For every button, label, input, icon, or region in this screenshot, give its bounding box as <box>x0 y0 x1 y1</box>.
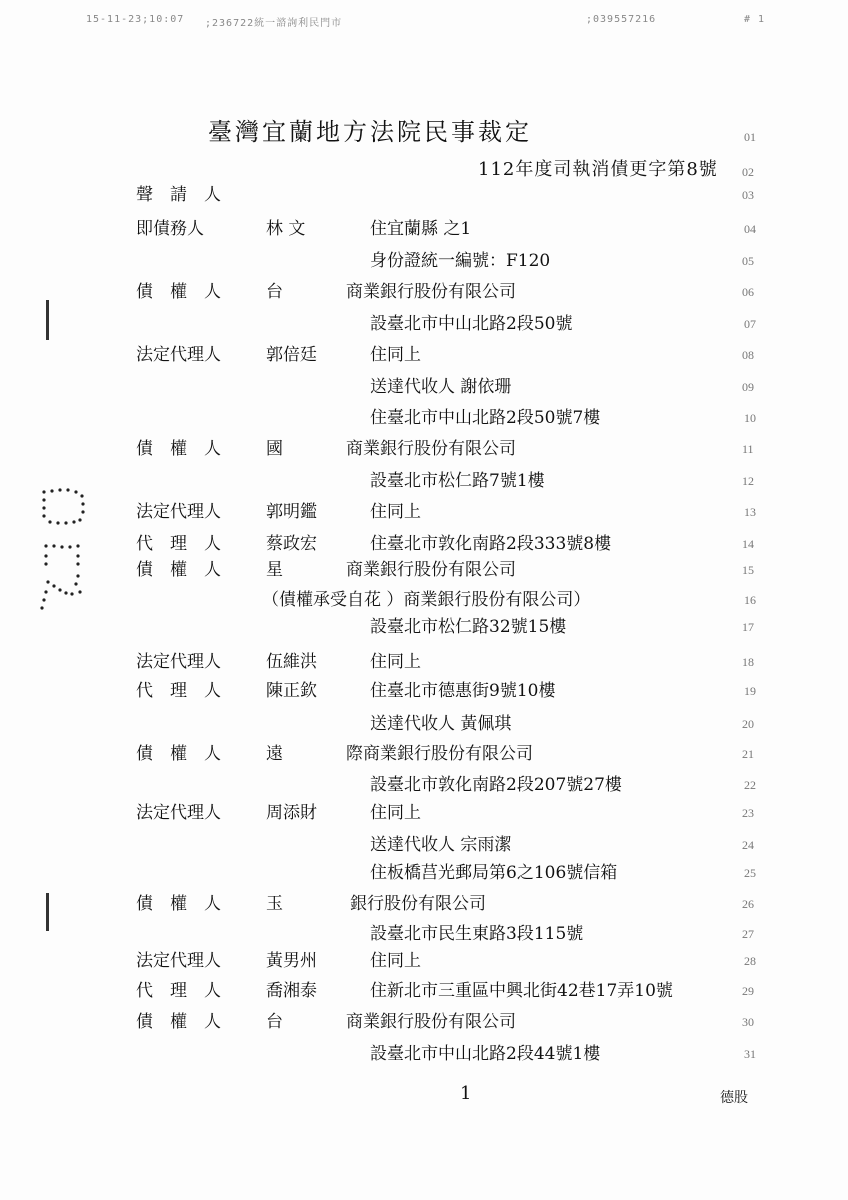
party-name: 蔡政宏 <box>266 534 317 554</box>
party-detail: 住臺北市中山北路2段50號7樓 <box>370 408 601 428</box>
party-detail: 商業銀行股份有限公司 <box>346 439 516 459</box>
party-role: 聲請人 <box>136 185 238 205</box>
line-number: 14 <box>742 537 754 551</box>
party-role: 代理人 <box>136 981 238 1001</box>
party-detail: 設臺北市中山北路2段44號1樓 <box>370 1044 601 1064</box>
line-number: 10 <box>744 411 756 425</box>
line-number: 06 <box>742 285 754 299</box>
party-detail: 住同上 <box>370 803 421 823</box>
party-detail: 身份證統一編號：F120 <box>370 251 551 271</box>
page-number: 1 <box>460 1083 472 1104</box>
party-detail: 商業銀行股份有限公司 <box>346 560 516 580</box>
line-number: 09 <box>742 380 754 394</box>
party-role: 債權人 <box>136 282 238 302</box>
party-detail: 住板橋莒光郵局第6之106號信箱 <box>370 863 618 883</box>
party-detail: 送達代收人 謝依珊 <box>370 377 512 397</box>
party-detail: 設臺北市松仁路32號15樓 <box>370 617 567 637</box>
fax-number: ;039557216 <box>586 14 657 25</box>
party-detail: 送達代收人 宗雨潔 <box>370 835 512 855</box>
line-number: 05 <box>742 254 754 268</box>
scan-mark <box>46 893 49 931</box>
line-number: 08 <box>742 348 754 362</box>
line-number: 28 <box>744 954 756 968</box>
party-detail: 設臺北市中山北路2段50號 <box>370 314 573 334</box>
party-detail: 設臺北市松仁路7號1樓 <box>370 471 545 491</box>
line-number: 24 <box>742 838 754 852</box>
party-detail: 設臺北市民生東路3段115號 <box>370 924 584 944</box>
line-number: 21 <box>742 747 754 761</box>
line-number: 02 <box>742 165 754 179</box>
line-number: 29 <box>742 984 754 998</box>
party-detail: 住新北市三重區中興北街42巷17弄10號 <box>370 981 673 1001</box>
line-number: 01 <box>744 130 756 144</box>
party-role: 法定代理人 <box>136 345 221 365</box>
party-name: 郭明鑑 <box>266 502 317 522</box>
fax-sender: ;236722統一諮詢利民門市 <box>205 18 343 29</box>
case-number: 112年度司執消債更字第8號 <box>478 159 718 180</box>
party-detail: 住同上 <box>370 951 421 971</box>
line-number: 07 <box>744 317 756 331</box>
party-role: 法定代理人 <box>136 951 221 971</box>
party-detail: 設臺北市敦化南路2段207號27樓 <box>370 775 622 795</box>
court-division: 德股 <box>720 1090 748 1106</box>
party-detail: 際商業銀行股份有限公司 <box>346 744 533 764</box>
line-number: 23 <box>742 806 754 820</box>
party-name: 台 <box>266 1012 283 1032</box>
line-number: 25 <box>744 866 756 880</box>
line-number: 27 <box>742 927 754 941</box>
party-detail: 住同上 <box>370 502 421 522</box>
party-role: 代理人 <box>136 681 238 701</box>
line-number: 16 <box>744 593 756 607</box>
fax-page: # 1 <box>744 14 766 25</box>
line-number: 26 <box>742 897 754 911</box>
party-detail: 住臺北市德惠街9號10樓 <box>370 681 556 701</box>
perforation-stamp <box>36 486 96 616</box>
party-role: 法定代理人 <box>136 803 221 823</box>
party-name: 喬湘泰 <box>266 981 317 1001</box>
party-name: 遠 <box>266 744 283 764</box>
party-role: 代理人 <box>136 534 238 554</box>
line-number: 20 <box>742 717 754 731</box>
line-number: 03 <box>742 188 754 202</box>
party-role: 債權人 <box>136 744 238 764</box>
party-detail: 銀行股份有限公司 <box>350 894 486 914</box>
party-detail: 商業銀行股份有限公司 <box>346 1012 516 1032</box>
party-detail: 送達代收人 黃佩琪 <box>370 714 512 734</box>
party-name: 林 文 <box>266 219 306 239</box>
line-number: 17 <box>742 620 754 634</box>
line-number: 12 <box>742 474 754 488</box>
party-detail: 住同上 <box>370 652 421 672</box>
party-detail: 商業銀行股份有限公司 <box>346 282 516 302</box>
party-name: 周添財 <box>266 803 317 823</box>
line-number: 11 <box>742 442 754 456</box>
line-number: 13 <box>744 505 756 519</box>
party-name: 玉 <box>266 894 283 914</box>
document-title: 臺灣宜蘭地方法院民事裁定 <box>208 118 532 146</box>
party-detail: 住宜蘭縣 之1 <box>370 219 472 239</box>
scan-mark <box>46 300 49 340</box>
party-detail: 住臺北市敦化南路2段333號8樓 <box>370 534 612 554</box>
line-number: 18 <box>742 655 754 669</box>
party-role: 債權人 <box>136 560 238 580</box>
party-role: 債權人 <box>136 439 238 459</box>
party-role: 即債務人 <box>136 219 204 239</box>
party-name: 台 <box>266 282 283 302</box>
line-number: 19 <box>744 684 756 698</box>
party-role: 債權人 <box>136 894 238 914</box>
party-name: 陳正欽 <box>266 681 317 701</box>
line-number: 15 <box>742 563 754 577</box>
party-role: 法定代理人 <box>136 652 221 672</box>
line-number: 30 <box>742 1015 754 1029</box>
fax-date: 15-11-23;10:07 <box>86 14 185 25</box>
party-name: 伍維洪 <box>266 652 317 672</box>
party-name: 黃男州 <box>266 951 317 971</box>
party-detail: （債權承受自花 ）商業銀行股份有限公司） <box>262 590 591 610</box>
party-role: 債權人 <box>136 1012 238 1032</box>
party-detail: 住同上 <box>370 345 421 365</box>
line-number: 04 <box>744 222 756 236</box>
line-number: 22 <box>744 778 756 792</box>
party-name: 國 <box>266 439 283 459</box>
party-role: 法定代理人 <box>136 502 221 522</box>
line-number: 31 <box>744 1047 756 1061</box>
party-name: 星 <box>266 560 283 580</box>
party-name: 郭倍廷 <box>266 345 317 365</box>
